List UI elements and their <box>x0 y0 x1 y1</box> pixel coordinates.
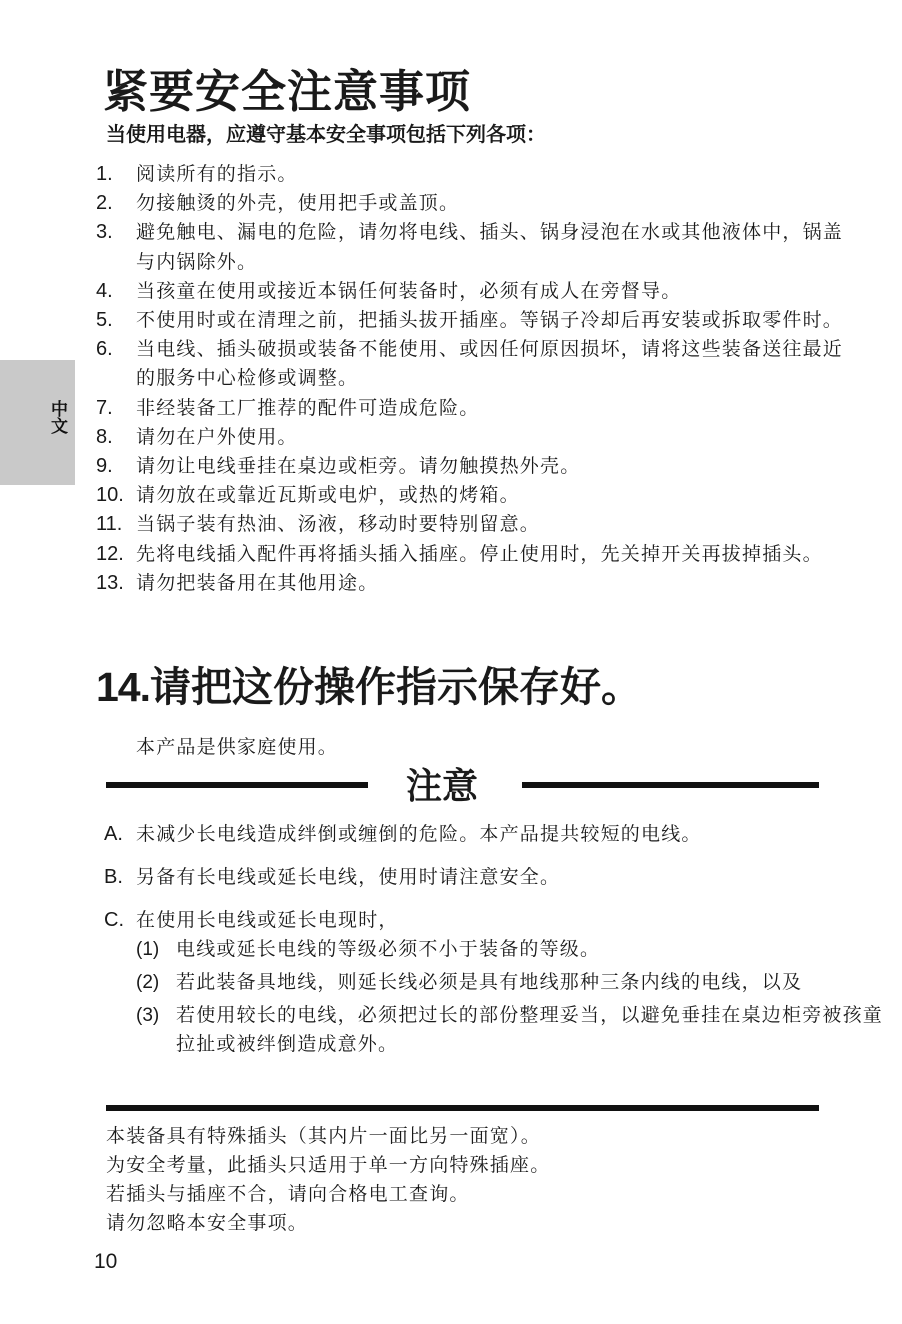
caution-list <box>104 820 884 1059</box>
sub-item-number: (3) <box>136 1005 160 1026</box>
list-item <box>96 452 856 481</box>
page-title: 紧要安全注意事项 <box>103 65 472 118</box>
list-item <box>96 423 856 452</box>
item-number: 12. <box>96 542 124 565</box>
caution-title: 注意 <box>406 766 479 807</box>
list-item <box>96 189 856 218</box>
language-tab-label: 中文 <box>47 400 67 434</box>
list-item <box>96 306 856 335</box>
item-letter: B. <box>104 866 123 888</box>
item-text: 避免触电、漏电的危险，请勿将电线、插头、锅身浸泡在水或其他液体中，锅盖与内锅除外。 <box>136 221 844 273</box>
item-text: 非经装备工厂推荐的配件可造成危险。 <box>136 396 480 419</box>
item-text: 阅读所有的指示。 <box>136 163 298 185</box>
list-item <box>96 481 856 510</box>
sub-item-text: 电线或延长电线的等级必须不小于装备的等级。 <box>176 938 601 960</box>
item-text: 请勿把装备用在其他用途。 <box>136 571 379 594</box>
item-number: 5. <box>96 309 113 332</box>
caution-sub-item <box>136 935 884 964</box>
item-text: 未减少长电线造成绊倒或缠倒的危险。本产品提共较短的电线。 <box>136 823 702 845</box>
item-number: 3. <box>96 221 113 244</box>
item-text: 当电线、插头破损或装备不能使用、或因任何原因损坏，请将这些装备送往最近的服务中心检修或调整。 <box>136 338 844 390</box>
list-item <box>96 218 856 276</box>
list-item <box>96 394 856 423</box>
plug-notice-line: 请勿忽略本安全事项。 <box>106 1212 309 1234</box>
caution-item <box>104 863 884 892</box>
item-number: 6. <box>96 338 113 361</box>
sub-item-number: (2) <box>136 972 160 993</box>
item-letter: A. <box>104 823 123 845</box>
item-number: 10. <box>96 484 124 507</box>
plug-divider <box>106 1105 819 1111</box>
caution-item <box>104 820 884 849</box>
household-use-note: 本产品是供家庭使用。 <box>136 736 339 758</box>
caution-item <box>104 906 884 935</box>
sub-item-number: (1) <box>136 939 160 960</box>
caution-divider-left <box>106 782 368 788</box>
list-item <box>96 569 856 598</box>
save-instructions-item <box>96 660 642 714</box>
caution-sub-list <box>104 935 884 1059</box>
item-number: 8. <box>96 425 113 448</box>
item-text: 先将电线插入配件再将插头插入插座。停止使用时，先关掉开关再拔掉插头。 <box>136 542 823 565</box>
caution-sub-item <box>136 968 884 997</box>
item-letter: C. <box>104 909 124 931</box>
item-text: 勿接触烫的外壳，使用把手或盖顶。 <box>136 192 460 215</box>
item-text: 当锅子装有热油、汤液，移动时要特别留意。 <box>136 513 541 536</box>
item-text: 不使用时或在清理之前，把插头拔开插座。等锅子冷却后再安装或拆取零件时。 <box>136 309 844 332</box>
sub-item-text: 若使用较长的电线，必须把过长的部份整理妥当，以避免垂挂在桌边柜旁被孩童拉扯或被绊倒造成意外。 <box>176 1004 884 1055</box>
item-number: 4. <box>96 279 113 302</box>
item-number: 14. <box>96 664 150 710</box>
polarized-plug-notice <box>106 1122 866 1238</box>
plug-notice-line: 若插头与插座不合，请向合格电工查询。 <box>106 1183 470 1205</box>
list-item <box>96 160 856 189</box>
item-number: 13. <box>96 571 124 594</box>
caution-sub-item <box>136 1001 884 1059</box>
page-number: 10 <box>94 1250 118 1273</box>
item-text: 请把这份操作指示保存好。 <box>150 663 642 711</box>
caution-divider-right <box>522 782 819 788</box>
plug-notice-line: 本装备具有特殊插头（其内片一面比另一面宽）。 <box>106 1125 541 1147</box>
item-number: 1. <box>96 163 113 185</box>
list-item <box>96 335 856 393</box>
item-text: 当孩童在使用或接近本锅任何装备时，必须有成人在旁督导。 <box>136 279 682 302</box>
list-item <box>96 277 856 306</box>
item-text: 请勿放在或靠近瓦斯或电炉，或热的烤箱。 <box>136 484 520 507</box>
item-text: 在使用长电线或延长电现时， <box>136 909 399 931</box>
sub-item-text: 若此装备具地线，则延长线必须是具有地线那种三条内线的电线，以及 <box>176 971 803 993</box>
plug-notice-line: 为安全考量，此插头只适用于单一方向特殊插座。 <box>106 1154 551 1176</box>
item-text: 请勿让电线垂挂在桌边或柜旁。请勿触摸热外壳。 <box>136 455 581 478</box>
item-text: 请勿在户外使用。 <box>136 425 298 448</box>
safety-instructions-list <box>96 160 856 598</box>
list-item <box>96 540 856 569</box>
item-number: 7. <box>96 396 113 419</box>
item-number: 11. <box>96 513 123 536</box>
list-item <box>96 510 856 539</box>
item-number: 2. <box>96 192 113 215</box>
item-number: 9. <box>96 455 113 478</box>
item-text: 另备有长电线或延长电线，使用时请注意安全。 <box>136 866 561 888</box>
page-subtitle: 当使用电器，应遵守基本安全事项包括下列各项： <box>106 122 546 146</box>
